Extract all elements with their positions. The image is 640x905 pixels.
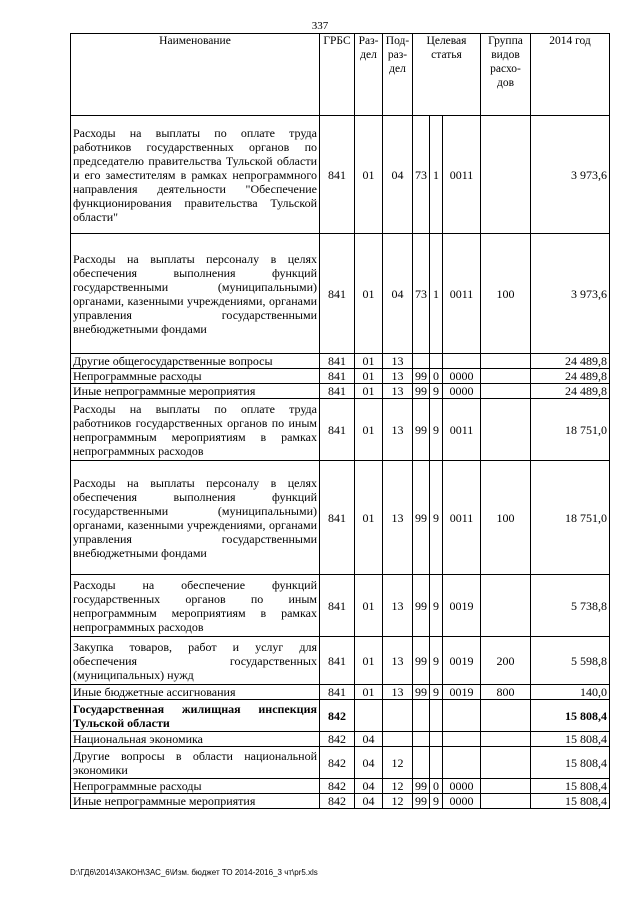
cell-sum: 15 808,4 [531,747,610,779]
cell-cs2: 1 [430,116,443,234]
cell-name: Другие общегосударственные вопросы [71,354,320,369]
cell-gruppa [481,794,531,809]
cell-grbs: 841 [320,369,355,384]
cell-grbs: 842 [320,794,355,809]
cell-razdel: 04 [355,794,383,809]
cell-podrazdel [383,700,413,732]
cell-name: Иные бюджетные ассигнования [71,685,320,700]
table-row [71,732,610,747]
cell-cs2 [430,732,443,747]
cell-cs3: 0011 [443,116,481,234]
cell-grbs: 842 [320,779,355,794]
cell-name: Закупка товаров, работ и услуг для обеспечения государственных (муниципальных) нужд [71,637,320,685]
cell-gruppa [481,384,531,399]
table-row [71,369,610,384]
cell-gruppa: 200 [481,637,531,685]
cell-cs3: 0011 [443,461,481,575]
header-razdel: Раз- дел [355,34,383,116]
cell-sum: 15 808,4 [531,779,610,794]
cell-razdel: 01 [355,685,383,700]
cell-name: Иные непрограммные мероприятия [71,384,320,399]
cell-cs2: 9 [430,637,443,685]
cell-sum: 15 808,4 [531,700,610,732]
cell-podrazdel: 12 [383,794,413,809]
cell-name: Иные непрограммные мероприятия [71,794,320,809]
cell-cs1: 99 [413,779,430,794]
cell-cs3: 0000 [443,794,481,809]
cell-cs3 [443,732,481,747]
cell-sum: 18 751,0 [531,461,610,575]
cell-cs1: 73 [413,234,430,354]
cell-name: Национальная экономика [71,732,320,747]
cell-cs3: 0011 [443,399,481,461]
cell-cs1: 99 [413,399,430,461]
cell-grbs: 842 [320,700,355,732]
cell-sum: 3 973,6 [531,234,610,354]
cell-cs2: 0 [430,779,443,794]
header-grbs: ГРБС [320,34,355,116]
file-path-footer: D:\ГД6\2014\ЗАКОН\ЗАС_6\Изм. бюджет ТО 2014-2016_3 чт\pr5.xls [70,868,318,877]
cell-sum: 15 808,4 [531,732,610,747]
cell-sum: 140,0 [531,685,610,700]
cell-sum: 18 751,0 [531,399,610,461]
header-gruppa: Группа видов расхо- дов [481,34,531,116]
cell-gruppa [481,700,531,732]
cell-gruppa: 800 [481,685,531,700]
header-year: 2014 год [531,34,610,116]
table-row [71,575,610,637]
header-name: Наименование [71,34,320,116]
cell-sum: 24 489,8 [531,384,610,399]
cell-cs2: 9 [430,575,443,637]
cell-razdel: 01 [355,234,383,354]
cell-grbs: 841 [320,685,355,700]
cell-name: Расходы на выплаты персоналу в целях обеспечения выполнения функций государственными (муниципальными) органами, казенными учреждениями, органами управления государственными внебюджетными фондами [71,234,320,354]
table-row [71,384,610,399]
cell-razdel: 01 [355,354,383,369]
cell-podrazdel: 13 [383,637,413,685]
cell-grbs: 841 [320,384,355,399]
cell-sum: 15 808,4 [531,794,610,809]
cell-cs3: 0000 [443,384,481,399]
cell-cs1: 99 [413,794,430,809]
cell-cs1 [413,747,430,779]
cell-cs1: 99 [413,369,430,384]
table-row [71,234,610,354]
cell-grbs: 842 [320,747,355,779]
cell-grbs: 841 [320,234,355,354]
cell-cs3: 0019 [443,575,481,637]
cell-podrazdel: 13 [383,575,413,637]
cell-razdel: 01 [355,637,383,685]
cell-razdel [355,700,383,732]
cell-cs2: 9 [430,461,443,575]
cell-gruppa [481,779,531,794]
table-row [71,779,610,794]
cell-cs3 [443,354,481,369]
cell-cs3: 0011 [443,234,481,354]
cell-sum: 24 489,8 [531,369,610,384]
cell-cs2: 9 [430,685,443,700]
cell-grbs: 841 [320,461,355,575]
cell-cs1: 99 [413,575,430,637]
cell-name: Расходы на выплаты персоналу в целях обеспечения выполнения функций государственными (муниципальными) органами, казенными учреждениями, органами управления государственными внебюджетными фондами [71,461,320,575]
cell-grbs: 841 [320,354,355,369]
cell-cs2: 0 [430,369,443,384]
cell-cs1 [413,354,430,369]
cell-sum: 5 598,8 [531,637,610,685]
cell-cs3 [443,747,481,779]
cell-cs1: 99 [413,384,430,399]
cell-cs3: 0019 [443,685,481,700]
cell-cs1 [413,732,430,747]
cell-cs2: 9 [430,384,443,399]
cell-podrazdel: 13 [383,461,413,575]
cell-grbs: 841 [320,575,355,637]
cell-cs3: 0000 [443,779,481,794]
table-row [71,700,610,732]
cell-sum: 24 489,8 [531,354,610,369]
cell-grbs: 841 [320,637,355,685]
cell-cs2: 9 [430,399,443,461]
cell-razdel: 01 [355,575,383,637]
table-row [71,461,610,575]
cell-podrazdel: 12 [383,779,413,794]
cell-razdel: 01 [355,461,383,575]
cell-cs3 [443,700,481,732]
table-row [71,116,610,234]
cell-razdel: 01 [355,369,383,384]
cell-sum: 5 738,8 [531,575,610,637]
cell-cs2 [430,354,443,369]
cell-razdel: 01 [355,399,383,461]
cell-razdel: 04 [355,779,383,794]
cell-name: Государственная жилищная инспекция Тульской области [71,700,320,732]
cell-cs1 [413,700,430,732]
table-row [71,685,610,700]
table-row [71,794,610,809]
cell-name: Расходы на выплаты по оплате труда работников государственных органов по иным непрограммным мероприятиям в рамках непрограммных расходов [71,399,320,461]
cell-cs1: 99 [413,685,430,700]
cell-name: Расходы на выплаты по оплате труда работников государственных органов по председателю правительства Тульской области и его заместителям в рамках непрограммного направления деятельности "Обеспечение функционирования правительства Тульской области" [71,116,320,234]
cell-razdel: 04 [355,747,383,779]
cell-grbs: 841 [320,399,355,461]
cell-gruppa: 100 [481,234,531,354]
cell-podrazdel: 13 [383,399,413,461]
table-row [71,637,610,685]
cell-sum: 3 973,6 [531,116,610,234]
cell-cs2: 1 [430,234,443,354]
cell-name: Другие вопросы в области национальной экономики [71,747,320,779]
cell-podrazdel [383,732,413,747]
cell-podrazdel: 13 [383,354,413,369]
page-number: 337 [311,20,329,32]
budget-table [70,33,610,809]
cell-grbs: 841 [320,116,355,234]
cell-gruppa [481,732,531,747]
cell-razdel: 01 [355,116,383,234]
cell-cs3: 0000 [443,369,481,384]
table-row [71,354,610,369]
cell-gruppa [481,575,531,637]
cell-cs1: 73 [413,116,430,234]
cell-gruppa [481,747,531,779]
cell-cs1: 99 [413,461,430,575]
cell-gruppa: 100 [481,461,531,575]
cell-name: Расходы на обеспечение функций государственных органов по иным непрограммным мероприятиям в рамках непрограммных расходов [71,575,320,637]
cell-podrazdel: 04 [383,234,413,354]
header-row [71,34,610,116]
cell-name: Непрограммные расходы [71,369,320,384]
header-celevaya: Целевая статья [413,34,481,116]
cell-gruppa [481,399,531,461]
cell-podrazdel: 12 [383,747,413,779]
cell-razdel: 04 [355,732,383,747]
cell-podrazdel: 04 [383,116,413,234]
cell-gruppa [481,369,531,384]
table-row [71,399,610,461]
cell-podrazdel: 13 [383,384,413,399]
cell-cs1: 99 [413,637,430,685]
cell-podrazdel: 13 [383,685,413,700]
cell-cs2 [430,747,443,779]
header-podrazdel: Под- раз- дел [383,34,413,116]
cell-cs2 [430,700,443,732]
cell-podrazdel: 13 [383,369,413,384]
cell-gruppa [481,116,531,234]
cell-gruppa [481,354,531,369]
table-row [71,747,610,779]
cell-grbs: 842 [320,732,355,747]
cell-razdel: 01 [355,384,383,399]
cell-cs3: 0019 [443,637,481,685]
cell-cs2: 9 [430,794,443,809]
cell-name: Непрограммные расходы [71,779,320,794]
